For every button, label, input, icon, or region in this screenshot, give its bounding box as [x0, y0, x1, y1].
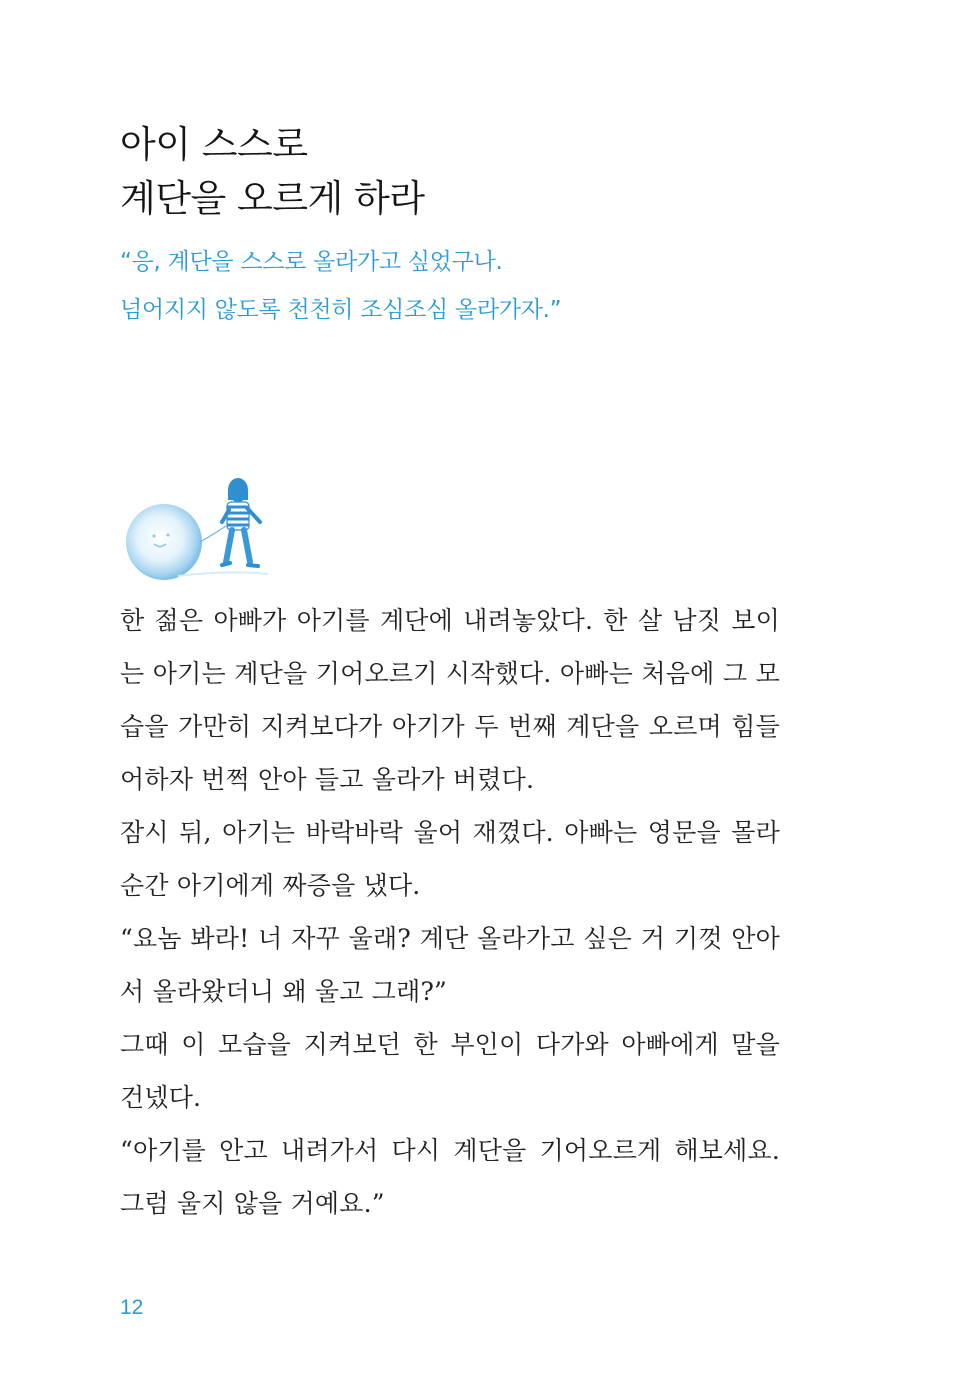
- body-line-3: 습을 가만히 지켜보다가 아기가 두 번째 계단을 오르며 힘들: [120, 712, 780, 741]
- body-line-5: 잠시 뒤, 아기는 바락바락 울어 재꼈다. 아빠는 영문을 몰라: [120, 818, 780, 847]
- chapter-title: [120, 118, 424, 226]
- child-pulling-balloon-icon: [118, 470, 288, 582]
- body-text: [120, 594, 780, 1230]
- balloon-ball: [126, 504, 202, 580]
- pull-string: [200, 526, 226, 542]
- highlight-quote-line-1: “응, 계단을 스스로 올라가고 싶었구나.: [120, 249, 503, 275]
- body-line-2: 는 아기는 계단을 기어오르기 시작했다. 아빠는 처음에 그 모: [120, 659, 780, 688]
- body-line-4: 어하자 번쩍 안아 들고 올라가 버렸다.: [120, 765, 535, 794]
- body-line-1: 한 젊은 아빠가 아기를 계단에 내려놓았다. 한 살 남짓 보이: [120, 606, 780, 635]
- body-line-6: 순간 아기에게 짜증을 냈다.: [120, 871, 421, 900]
- chapter-title-line-2: 계단을 오르게 하라: [120, 177, 425, 220]
- body-line-7: “요놈 봐라! 너 자꾸 울래? 계단 올라가고 싶은 거 기껏 안아: [120, 924, 780, 953]
- highlight-quote-line-2: 넘어지지 않도록 천천히 조심조심 올라가자.”: [120, 297, 562, 323]
- highlight-quote: [120, 238, 561, 334]
- body-line-8: 서 올라왔더니 왜 울고 그래?”: [120, 977, 448, 1006]
- chapter-title-line-1: 아이 스스로: [120, 123, 308, 166]
- child-figure: [222, 478, 260, 566]
- page-number: 12: [120, 1296, 144, 1319]
- body-line-10: 건넸다.: [120, 1083, 202, 1112]
- body-line-11: “아기를 안고 내려가서 다시 계단을 기어오르게 해보세요.: [120, 1136, 780, 1165]
- body-line-9: 그때 이 모습을 지켜보던 한 부인이 다가와 아빠에게 말을: [120, 1030, 780, 1059]
- body-line-12: 그럼 울지 않을 거예요.”: [120, 1189, 385, 1218]
